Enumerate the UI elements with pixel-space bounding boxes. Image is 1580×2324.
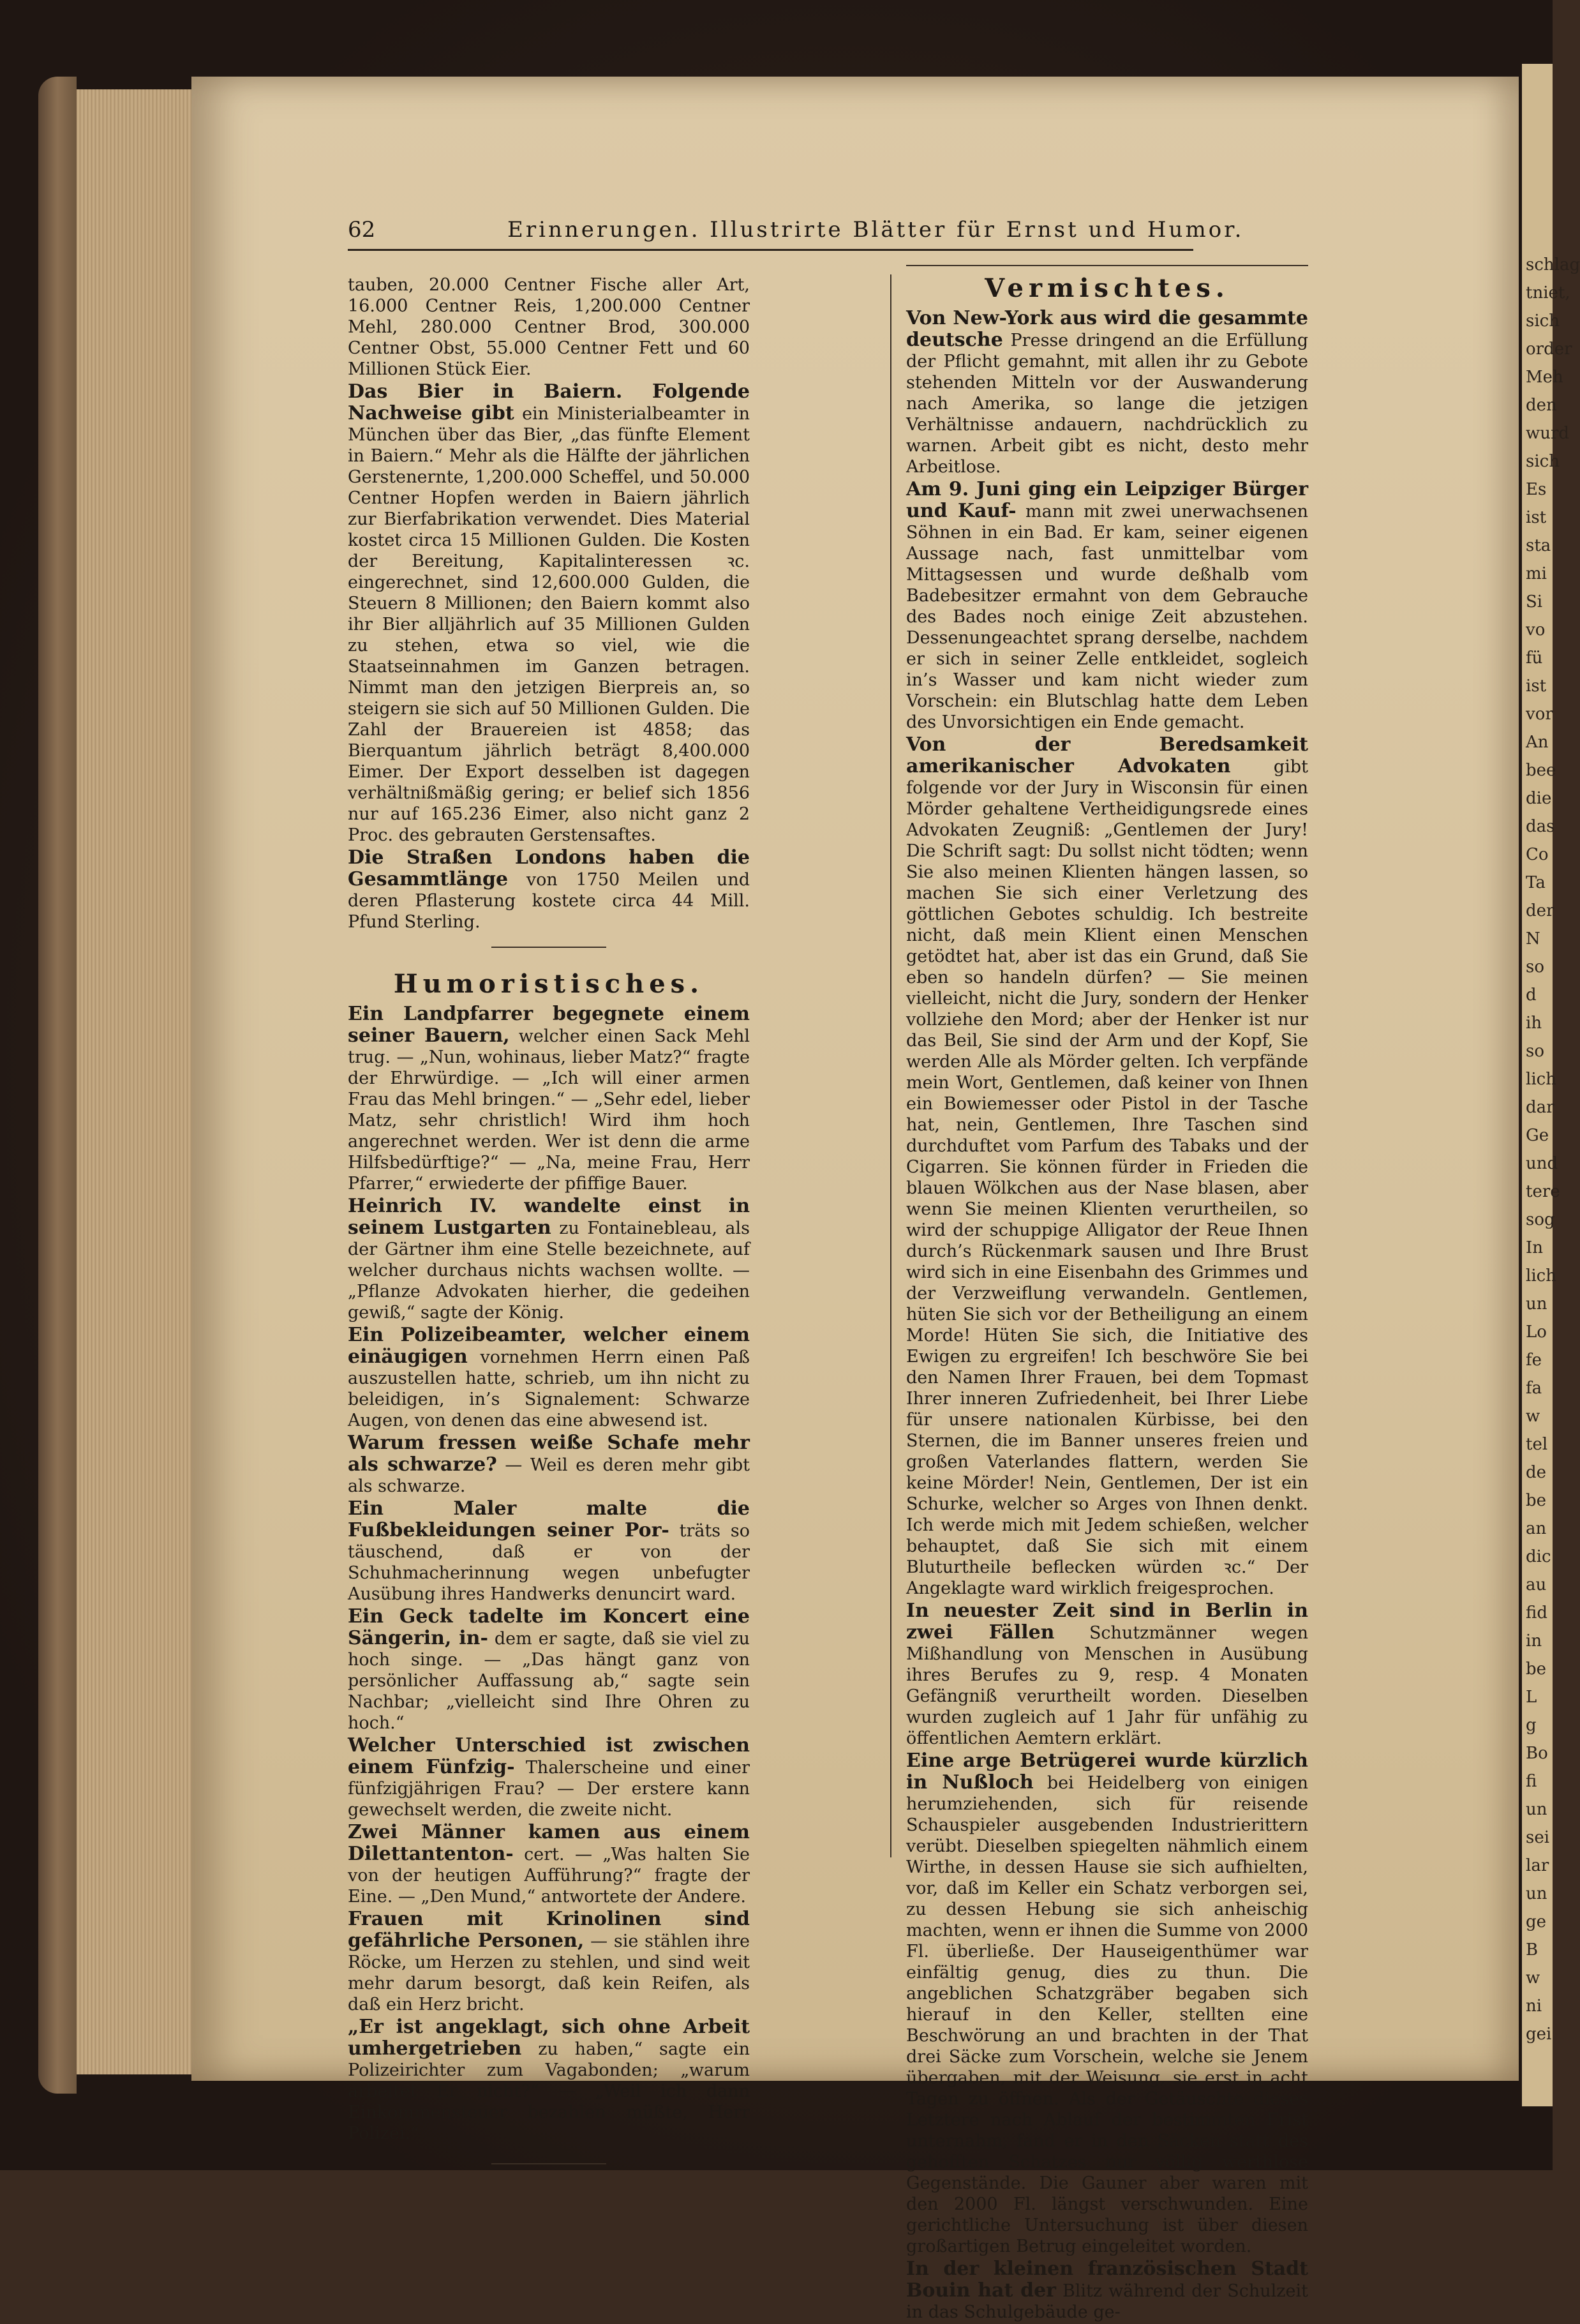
adjacent-page-fragment: vo <box>1526 620 1546 640</box>
end-divider <box>491 2163 606 2164</box>
column-divider <box>890 274 891 1857</box>
adjacent-page-strip <box>1522 64 1580 2106</box>
article-lead: Am 9. Juni ging ein Leipziger Bürger und Kauf- <box>906 478 1308 522</box>
adjacent-page-fragment: sei <box>1526 1828 1550 1847</box>
adjacent-page-fragment: sich <box>1526 452 1560 471</box>
running-head <box>348 217 1244 253</box>
adjacent-page-fragment: tniet, <box>1526 283 1570 303</box>
adjacent-page-fragment: g <box>1526 1716 1537 1735</box>
article-text: zu Fontainebleau, als der Gärtner ihm eine Stelle bezeichnete, auf welcher durchaus nichts wachsen wollte. — „Pflanze Advokaten hierher, die gedeihen gewiß,“ sagte der König. <box>348 1218 750 1323</box>
adjacent-page-fragment: Lo <box>1526 1323 1547 1342</box>
article-paragraph <box>348 1003 750 1194</box>
book-spine-edge <box>38 77 77 2094</box>
adjacent-page-fragment: fid <box>1526 1603 1547 1623</box>
left-column <box>348 274 750 2164</box>
article-text: gibt folgende vor der Jury in Wisconsin für einen Mörder gehaltene Vertheidigungsrede eines Advokaten Zeugniß: „Gentlemen der Jury! Die Schrift sagt: Du sollst nicht tödten; wenn Sie also meinen Klienten hängen lassen, so machen Sie sich einer Verletzung des göttlichen Gebotes schuldig. Ich bestreite nicht, daß mein Klient einen Menschen getödtet hat, aber ist das ein Grund, daß Sie eben so handeln dürfen? — Sie meinen vielleicht, nicht die Jury, sondern der Henker vollziehe den Mord; aber der Henker ist nur das Beil, Sie sind der Arm und der Kopf, Sie werden Alle als Mörder gelten. Ich verpfände mein Wort, Gentlemen, daß keiner von Ihnen ein Bowiemesser oder Pistol in der Tasche hat, nein, Gentlemen, Ihre Taschen sind durchduftet vom Parfum des Tabaks und der Cigarren. Sie können fürder in Frieden die blauen Wölkchen aus der Nase blasen, aber wenn Sie meinen Klienten verurtheilen, so wird der schuppige Alligator der Reue Ihnen durch’s Rückenmark sausen und Ihre Brust wird sich in eine Eisenbahn des Grimmes und der Verzweiflung verwandeln. Gentlemen, hüten Sie sich vor der Betheiligung an einem Morde! Hüten Sie sich, die Initiative des Ewigen zu ergreifen! Ich beschwöre Sie bei den Namen Ihrer Frauen, bei dem Topmast Ihrer inneren Zufriedenheit, bei Ihrer Liebe für unsere nationalen Kürbisse, bei den Sternen, die im Banner unseres freien und großen Vaterlandes flattern, werden Sie keine Mörder! Nein, Gentlemen, Der ist ein Schurke, welcher so Arges von Ihnen denkt. Ich werde mich mit Jedem schießen, welcher behauptet, daß Sie sich mit einem Bluturtheile beflecken würden ꝛc.“ Der Angeklagte ward wirklich freigesprochen. <box>906 757 1308 1598</box>
periodical-title: Erinnerungen. Illustrirte Blätter für Ernst und Humor. <box>507 217 1244 243</box>
adjacent-page-fragment: lar <box>1526 1856 1549 1875</box>
article-lead: Ein Polizeibeamter, welcher einem einäugigen <box>348 1324 750 1368</box>
adjacent-page-fragment: Ta <box>1526 873 1546 892</box>
left-articles <box>348 381 750 933</box>
adjacent-page-fragment: be <box>1526 1491 1547 1510</box>
article-paragraph <box>906 479 1308 733</box>
adjacent-page-fragment: order <box>1526 340 1572 359</box>
adjacent-page-fragment: Co <box>1526 845 1549 864</box>
article-text: zu haben,“ sagte ein Polizeirichter zum Vagabonden; „warum arbeitet Er nicht?“ — „Weil ich dann Einkommensteuer bezahlen müßte, Herr Polizei.“ <box>348 2039 750 2143</box>
adjacent-page-fragment: be <box>1526 1660 1547 1679</box>
adjacent-page-fragment: ist <box>1526 508 1547 527</box>
article-text: träts so täuschend, daß er von der Schuhmacherinnung wegen unbefugter Ausübung ihres Handwerks denuncirt ward. <box>348 1521 750 1604</box>
article-lead: Heinrich IV. wandelte einst in seinem Lustgarten <box>348 1195 750 1239</box>
adjacent-page-fragment: In <box>1526 1238 1544 1257</box>
article-lead: Frauen mit Krinolinen sind gefährliche Personen, <box>348 1908 750 1952</box>
misc-items <box>906 308 1308 2323</box>
adjacent-page-fragment: mi <box>1526 564 1547 583</box>
adjacent-page-fragment: un <box>1526 1884 1547 1903</box>
article-lead: Ein Landpfarrer begegnete einem seiner Bauern, <box>348 1003 750 1047</box>
article-paragraph <box>348 1498 750 1605</box>
article-lead: Eine arge Betrügerei wurde kürzlich in Nußloch <box>906 1750 1308 1794</box>
adjacent-page-fragment: schlag <box>1526 255 1580 274</box>
article-lead: In der kleinen französischen Stadt Bouin hat der <box>906 2258 1308 2302</box>
article-text: Thalerscheine und einer fünfzigjährigen Frau? — Der erstere kann gewechselt werden, die zweite nicht. <box>348 1758 750 1820</box>
article-text: — Weil es deren mehr gibt als schwarze. <box>348 1455 750 1496</box>
adjacent-page-fragment: bee <box>1526 761 1556 780</box>
adjacent-page-fragment: vor <box>1526 705 1553 724</box>
section-title-misc: Vermischtes. <box>985 273 1230 303</box>
article-lead: Die Straßen Londons haben die Gesammtlänge <box>348 846 750 890</box>
article-text: mann mit zwei unerwachsenen Söhnen in ein Bad. Er kam, seiner eigenen Aussage nach, fast unmittelbar vom Mittagsessen und wurde deßhalb vom Badebesitzer ermahnt von dem Gebrauche des Bades noch einige Zeit abzustehen. Dessenungeachtet sprang derselbe, nachdem er sich in seiner Zelle entkleidet, sogleich in’s Wasser und kam nicht wieder zum Vorschein: ein Blutschlag hatte dem Leben des Unvorsichtigen ein Ende gemacht. <box>906 502 1308 732</box>
adjacent-page-fragment: fi <box>1526 1772 1537 1791</box>
adjacent-page-fragment: fa <box>1526 1379 1542 1398</box>
article-paragraph <box>906 1600 1308 1749</box>
adjacent-page-fragment: Bo <box>1526 1744 1548 1763</box>
article-lead: Warum fressen weiße Schafe mehr als schwarze? <box>348 1432 750 1476</box>
adjacent-page-fragment: dic <box>1526 1547 1551 1566</box>
adjacent-page-fragment: die <box>1526 789 1552 808</box>
adjacent-page-fragment: den <box>1526 396 1557 415</box>
article-text: bei Heidelberg von einigen herumziehenden, sich für reisende Schauspieler ausgebenden Industrierittern verübt. Dieselben spiegelten nähmlich einem Wirthe, in dessen Hause sie sich aufhielten, vor, daß im Keller ein Schatz verborgen sei, zu dessen Hebung sie sich anheischig machten, wenn er ihnen die Summe von 2000 Fl. überließe. Der Hauseigenthümer war einfältig genug, dies zu thun. Die angeblichen Schatzgräber begaben sich hierauf in den Keller, stellten eine Beschwörung an und brachten in der That drei Säcke zum Vorschein, welche sie Jenem übergaben, mit der Weisung, sie erst in acht Tagen zu öffnen. Als der Getäuschte dieses Letztere nach Ablauf der bestimmten Frist unternahm, fand er in den Säcken statt des gehofften Schatzes nur völlig werthlose Gegenstände. Die Gauner aber waren mit den 2000 Fl. längst verschwunden. Eine gerichtliche Untersuchung ist über diesen großartigen Betrug eingeleitet worden. <box>906 1773 1308 2256</box>
article-text: cert. — „Was halten Sie von der heutigen Aufführung?“ fragte der Eine. — „Den Mund,“ antwortete der Andere. <box>348 1845 750 1907</box>
article-paragraph <box>348 381 750 846</box>
article-lead: Zwei Männer kamen aus einem Dilettantenton- <box>348 1821 750 1865</box>
article-lead: Ein Geck tadelte im Koncert eine Sängerin, in- <box>348 1605 750 1649</box>
adjacent-page-fragment: Si <box>1526 592 1543 611</box>
article-paragraph <box>348 847 750 933</box>
article-paragraph <box>348 1606 750 1734</box>
article-paragraph <box>348 1324 750 1431</box>
adjacent-page-fragment: de <box>1526 1463 1547 1482</box>
adjacent-page-fragment: ih <box>1526 1014 1542 1033</box>
article-text: von 1750 Meilen und deren Pflasterung kostete circa 44 Mill. Pfund Sterling. <box>348 870 750 932</box>
adjacent-page-fragment: an <box>1526 1519 1547 1538</box>
article-lead: Von der Beredsamkeit amerikanischer Advokaten <box>906 733 1308 777</box>
adjacent-page-fragment: sich <box>1526 311 1560 331</box>
adjacent-page-fragment: so <box>1526 957 1544 977</box>
adjacent-page-fragment: Es <box>1526 480 1547 499</box>
humor-items <box>348 1003 750 2144</box>
adjacent-page-fragment: un <box>1526 1800 1547 1819</box>
header-rule <box>348 249 1193 251</box>
adjacent-page-fragment: tel <box>1526 1435 1548 1454</box>
adjacent-page-fragment: und <box>1526 1154 1558 1173</box>
right-top-rule <box>906 265 1308 266</box>
adjacent-page-fragment: Ge <box>1526 1126 1549 1145</box>
article-text: dem er sagte, daß sie viel zu hoch singe. — „Das hängt ganz von persönlicher Auffassung ab,“ sagte sein Nachbar; „vielleicht sind Ihre Ohren zu hoch.“ <box>348 1629 750 1733</box>
adjacent-page-fragment: Meh <box>1526 368 1563 387</box>
article-paragraph <box>906 734 1308 1599</box>
adjacent-page-fragment: fü <box>1526 648 1543 668</box>
article-paragraph <box>348 1822 750 1907</box>
article-text: welcher einen Sack Mehl trug. — „Nun, wohinaus, lieber Matz?“ fragte der Ehrwürdige. — „Ich will einer armen Frau das Mehl bringen.“ — „Sehr edel, lieber Matz, sehr christlich! Wird ihm hoch angerechnet werden. Wer ist denn die arme Hilfsbedürftige?“ — „Na, meine Frau, Herr Pfarrer,“ erwiederte der pfiffige Bauer. <box>348 1026 750 1194</box>
adjacent-page-fragment: un <box>1526 1294 1547 1314</box>
adjacent-page-fragment: lich <box>1526 1266 1556 1286</box>
adjacent-page-fragment: fe <box>1526 1351 1542 1370</box>
adjacent-page-fragment: der <box>1526 901 1554 920</box>
article-lead: Von New-York aus wird die gesammte deutsche <box>906 307 1308 351</box>
article-lead: Ein Maler malte die Fußbekleidungen seiner Por- <box>348 1497 750 1541</box>
adjacent-page-fragment: N <box>1526 929 1540 948</box>
section-divider <box>491 947 606 948</box>
adjacent-page-fragment: ge <box>1526 1912 1547 1931</box>
page-number: 62 <box>348 217 376 243</box>
article-text: ein Ministerialbeamter in München über das Bier, „das fünfte Element in Baiern.“ Mehr als die Hälfte der jährlichen Gerstenernte, 1,200.000 Scheffel, und 50.000 Centner Hopfen werden in Baiern jährlich zur Bierfabrikation verwendet. Dies Material kostet circa 15 Millionen Gulden. Die Kosten der Bereitung, Kapitalinteressen ꝛc. eingerechnet, sind 12,600.000 Gulden, die Steuern 8 Millionen; den Baiern kommt also ihr Bier alljährlich auf 35 Millionen Gulden zu stehen, etwa so viel, wie die Staatseinnahmen im Ganzen betragen. Nimmt man den jetzigen Bierpreis an, so steigern sie sich auf 50 Millionen Gulden. Die Zahl der Brauereien ist 4858; das Bierquantum jährlich beträgt 8,400.000 Eimer. Der Export desselben ist dagegen verhältnißmäßig gering; er belief sich 1856 nur auf 165.236 Eimer, also nicht ganz 2 Proc. des gebrauten Gerstensaftes. <box>348 404 750 845</box>
article-paragraph <box>348 1908 750 2015</box>
article-lead: Welcher Unterschied ist zwischen einem Fünfzig- <box>348 1734 750 1778</box>
adjacent-page-fragment: wurd <box>1526 424 1570 443</box>
article-paragraph <box>906 2258 1308 2323</box>
article-paragraph <box>906 1750 1308 2257</box>
adjacent-page-fragment: w <box>1526 1968 1540 1988</box>
right-column <box>906 265 1308 2324</box>
article-paragraph <box>348 1196 750 1323</box>
adjacent-page-fragment: tere <box>1526 1182 1560 1201</box>
article-text: Blitz während der Schulzeit in das Schulgebäude ge- <box>906 2281 1308 2322</box>
adjacent-page-fragment: ni <box>1526 1997 1542 2016</box>
adjacent-page-fragment: lich <box>1526 1070 1556 1089</box>
adjacent-page-fragment: d <box>1526 986 1537 1005</box>
adjacent-page-fragment: w <box>1526 1407 1540 1426</box>
article-text: vornehmen Herrn einen Paß auszustellen hatte, schrieb, um ihn nicht zu beleidigen, in’s Signalement: Schwarze Augen, von denen das eine abwesend ist. <box>348 1347 750 1430</box>
adjacent-page-fragment: so <box>1526 1042 1544 1061</box>
article-text: Presse dringend an die Erfüllung der Pflicht gemahnt, mit allen ihr zu Gebote stehenden Mitteln vor der Auswanderung nach Amerika, so lange die jetzigen Verhältnisse andauern, nachdrücklich zu warnen. Arbeit gibt es nicht, desto mehr Arbeitlose. <box>906 331 1308 477</box>
article-paragraph <box>348 1735 750 1820</box>
article-lead: In neuester Zeit sind in Berlin in zwei Fällen <box>906 1600 1308 1644</box>
article-lead: „Er ist angeklagt, sich ohne Arbeit umhergetrieben <box>348 2016 750 2060</box>
article-text: Schutzmänner wegen Mißhandlung von Menschen in Ausübung ihres Berufes zu 9, resp. 4 Monaten Gefängniß verurtheilt worden. Dieselben wurden zugleich auf 1 Jahr für unfähig zu öffentlichen Aemtern erklärt. <box>906 1623 1308 1748</box>
adjacent-page-fragment: sta <box>1526 536 1551 555</box>
article-text: — sie stählen ihre Röcke, um Herzen zu stehlen, und sind weit mehr darum besorgt, daß kein Reifen, als daß ein Herz bricht. <box>348 1931 750 2014</box>
article-paragraph <box>348 2016 750 2144</box>
adjacent-page-fragment: sog <box>1526 1210 1555 1229</box>
adjacent-page-fragment: in <box>1526 1631 1542 1651</box>
section-title-humor: Humoristisches. <box>393 969 704 999</box>
adjacent-page-fragment: au <box>1526 1575 1547 1594</box>
adjacent-page-fragment: B <box>1526 1940 1539 1960</box>
article-paragraph <box>906 308 1308 477</box>
adjacent-page-fragment: ist <box>1526 677 1547 696</box>
adjacent-page-fragment: dar <box>1526 1098 1554 1117</box>
adjacent-page-fragment: gei <box>1526 2025 1552 2044</box>
adjacent-page-fragment: L <box>1526 1688 1537 1707</box>
adjacent-page-fragment: An <box>1526 733 1549 752</box>
adjacent-page-fragment: das <box>1526 817 1555 836</box>
intro-paragraph: tauben, 20.000 Centner Fische aller Art, 16.000 Centner Reis, 1,200.000 Centner Mehl, 280.000 Centner Brod, 300.000 Centner Obst, 55.000 Centner Fett und 60 Millionen Stück Eier. <box>348 275 750 379</box>
article-lead: Das Bier in Baiern. Folgende Nachweise gibt <box>348 380 750 424</box>
article-paragraph <box>348 1432 750 1497</box>
